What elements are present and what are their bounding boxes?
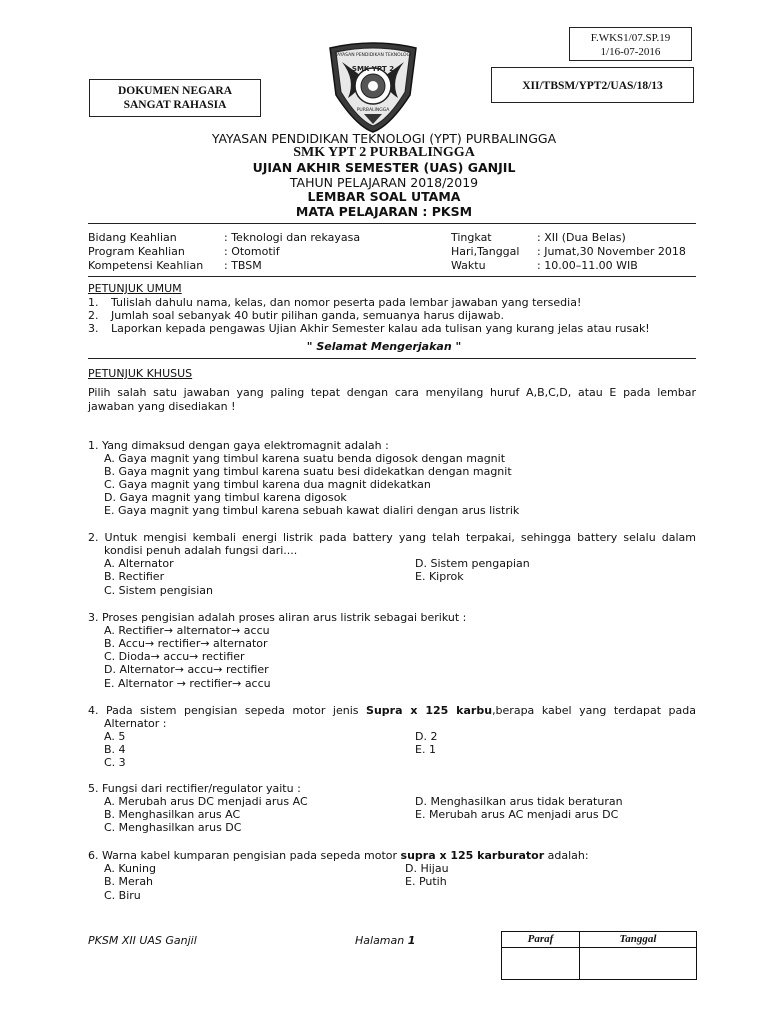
info-value-bidang: : Teknologi dan rekayasa: [224, 231, 361, 244]
q6-option-c: C. Biru: [104, 889, 141, 902]
general-item-num: 2.: [88, 309, 99, 322]
general-item: Tulislah dahulu nama, kelas, dan nomor peserta pada lembar jawaban yang tersedia!: [111, 296, 582, 309]
academic-year: TAHUN PELAJARAN 2018/2019: [289, 175, 479, 190]
q5-option-b: B. Menghasilkan arus AC: [104, 808, 241, 821]
question-2-cont: kondisi penuh adalah fungsi dari....: [104, 544, 298, 557]
info-value-tingkat: : XII (Dua Belas): [537, 231, 626, 244]
q3-option-d: D. Alternator→ accu→ rectifier: [104, 663, 269, 676]
foundation-name: YAYASAN PENDIDIKAN TEKNOLOGI (YPT) PURBALINGGA: [211, 131, 557, 146]
logo-mid-text: SMK YPT 2: [351, 65, 395, 73]
info-label-kompetensi: Kompetensi Keahlian: [88, 259, 204, 272]
general-instructions-title: PETUNJUK UMUM: [88, 282, 182, 295]
paraf-header: Paraf: [527, 933, 554, 945]
q1-option-e: E. Gaya magnit yang timbul karena sebuah kawat dialiri dengan arus listrik: [104, 504, 520, 517]
q1-option-c: C. Gaya magnit yang timbul karena dua magnit didekatkan: [104, 478, 431, 491]
info-value-program: : Otomotif: [224, 245, 280, 258]
footer-page: [355, 934, 415, 947]
info-value-tanggal: : Jumat,30 November 2018: [537, 245, 686, 258]
q2-option-e: E. Kiprok: [415, 570, 464, 583]
info-divider: [88, 276, 696, 277]
q3-option-b: B. Accu→ rectifier→ alternator: [104, 637, 268, 650]
subject-title: MATA PELAJARAN : PKSM: [295, 204, 473, 219]
logo-emblem-icon: [320, 40, 426, 134]
q5-option-a: A. Merubah arus DC menjadi arus AC: [104, 795, 308, 808]
question-6: [88, 849, 589, 862]
general-item-num: 1.: [88, 296, 99, 309]
question-4-cont: Alternator :: [104, 717, 167, 730]
q4-text-bold: Supra x 125 karbu: [366, 704, 493, 717]
q6-option-b: B. Merah: [104, 875, 154, 888]
q4-text-pre: 4. Pada sistem pengisian sepeda motor jenis: [88, 704, 367, 717]
question-4: [88, 704, 696, 717]
form-code-box: [569, 27, 692, 61]
q4-option-b: B. 4: [104, 743, 126, 756]
q2-option-c: C. Sistem pengisian: [104, 584, 213, 597]
q3-option-a: A. Rectifier→ alternator→ accu: [104, 624, 270, 637]
signature-table-header-line: [502, 947, 696, 948]
footer-page-label: Halaman: [355, 934, 408, 947]
info-value-kompetensi: : TBSM: [224, 259, 262, 272]
question-5: 5. Fungsi dari rectifier/regulator yaitu :: [88, 782, 301, 795]
special-instructions-title: PETUNJUK KHUSUS: [88, 367, 193, 380]
q4-option-e: E. 1: [415, 743, 436, 756]
q3-option-e: E. Alternator → rectifier→ accu: [104, 677, 271, 690]
q6-text-post: adalah:: [544, 849, 589, 862]
secret-line1: DOKUMEN NEGARA: [117, 85, 233, 97]
signature-table: [501, 931, 697, 980]
general-item: Jumlah soal sebanyak 40 butir pilihan ganda, semuanya harus dijawab.: [111, 309, 504, 322]
q6-text-pre: 6. Warna kabel kumparan pengisian pada sepeda motor: [88, 849, 401, 862]
special-instructions-line: jawaban yang disediakan !: [88, 400, 236, 413]
q6-text-bold: supra x 125 karburator: [400, 849, 545, 862]
special-instructions-line: Pilih salah satu jawaban yang paling tepat dengan cara menyilang huruf A,B,C,D, atau E pada lembar: [88, 386, 696, 399]
footer-page-number: 1: [407, 934, 416, 947]
secret-line2: SANGAT RAHASIA: [123, 99, 227, 111]
info-value-waktu: : 10.00–11.00 WIB: [537, 259, 638, 272]
general-divider: [88, 358, 696, 359]
q2-option-a: A. Alternator: [104, 557, 174, 570]
info-label-waktu: Waktu: [451, 259, 486, 272]
header-divider: [88, 223, 696, 224]
q5-option-e: E. Merubah arus AC menjadi arus DC: [415, 808, 619, 821]
secret-document-box: [89, 79, 261, 117]
q2-option-b: B. Rectifier: [104, 570, 165, 583]
footer-subject: PKSM XII UAS Ganjil: [88, 934, 197, 947]
sheet-title: LEMBAR SOAL UTAMA: [307, 189, 461, 204]
greeting: " Selamat Mengerjakan ": [306, 340, 462, 353]
q4-option-d: D. 2: [415, 730, 438, 743]
logo-bottom-text: PURBALINGGA: [356, 108, 390, 113]
question-1: 1. Yang dimaksud dengan gaya elektromagnit adalah :: [88, 439, 389, 452]
q2-option-d: D. Sistem pengapian: [415, 557, 530, 570]
info-label-bidang: Bidang Keahlian: [88, 231, 177, 244]
q1-option-a: A. Gaya magnit yang timbul karena suatu benda digosok dengan magnit: [104, 452, 506, 465]
info-label-tingkat: Tingkat: [451, 231, 492, 244]
info-label-program: Program Keahlian: [88, 245, 185, 258]
q3-option-c: C. Dioda→ accu→ rectifier: [104, 650, 245, 663]
school-name: SMK YPT 2 PURBALINGGA: [293, 145, 475, 160]
q5-option-d: D. Menghasilkan arus tidak beraturan: [415, 795, 623, 808]
school-logo: [320, 40, 426, 134]
q4-option-a: A. 5: [104, 730, 126, 743]
q6-option-a: A. Kuning: [104, 862, 156, 875]
question-3: 3. Proses pengisian adalah proses aliran arus listrik sebagai berikut :: [88, 611, 467, 624]
q4-option-c: C. 3: [104, 756, 126, 769]
general-item-num: 3.: [88, 322, 99, 335]
q4-text-post: ,berapa kabel yang terdapat pada: [492, 704, 697, 717]
q1-option-d: D. Gaya magnit yang timbul karena digosok: [104, 491, 347, 504]
general-item: Laporkan kepada pengawas Ujian Akhir Semester kalau ada tulisan yang kurang jelas atau rusak!: [111, 322, 650, 335]
q5-option-c: C. Menghasilkan arus DC: [104, 821, 242, 834]
logo-top-text: YAYASAN PENDIDIKAN TEKNOLOGI: [334, 53, 412, 58]
q6-option-d: D. Hijau: [405, 862, 449, 875]
tanggal-header: Tanggal: [619, 933, 657, 945]
form-code-line1: F.WKS1/07.SP.19: [590, 32, 671, 44]
form-code-line2: 1/16-07-2016: [600, 46, 661, 58]
question-2: 2. Untuk mengisi kembali energi listrik pada battery yang telah terpakai, sehingga battery selalu dalam: [88, 531, 696, 544]
doc-code-box: [491, 67, 694, 103]
doc-code: XII/TBSM/YPT2/UAS/18/13: [522, 80, 663, 92]
exam-title: UJIAN AKHIR SEMESTER (UAS) GANJIL: [252, 160, 516, 175]
q1-option-b: B. Gaya magnit yang timbul karena suatu besi didekatkan dengan magnit: [104, 465, 512, 478]
q6-option-e: E. Putih: [405, 875, 447, 888]
info-label-tanggal: Hari,Tanggal: [451, 245, 520, 258]
